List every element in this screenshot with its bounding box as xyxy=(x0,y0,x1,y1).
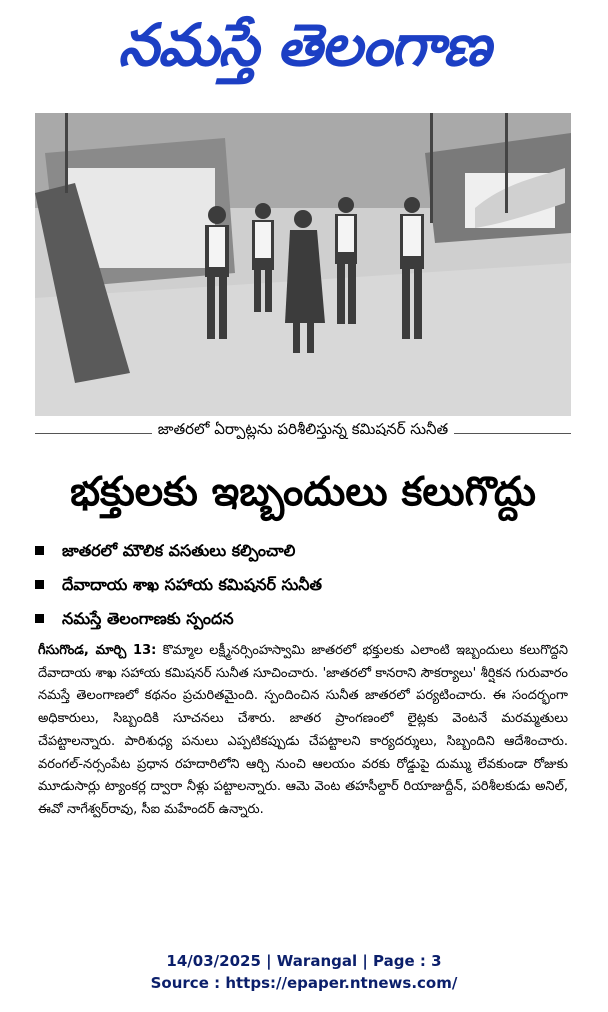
news-photo xyxy=(35,113,571,416)
highlight-item: నమస్తే తెలంగాణకు స్పందన xyxy=(35,602,571,636)
news-photo-illustration xyxy=(35,113,571,416)
square-bullet-icon xyxy=(35,614,44,623)
photo-caption xyxy=(35,418,571,450)
edition-meta: 14/03/2025 | Warangal | Page : 3 xyxy=(166,952,442,970)
highlights-list xyxy=(35,534,571,636)
square-bullet-icon xyxy=(35,546,44,555)
highlight-item: జాతరలో మౌలిక వసతులు కల్పించాలి xyxy=(35,534,571,568)
article-dateline: గీసుగొండ, మార్చి 13: xyxy=(38,643,157,658)
source-link[interactable]: Source : https://epaper.ntnews.com/ xyxy=(150,974,458,992)
photo-caption-text: జాతరలో ఏర్పాట్లను పరిశీలిస్తున్న కమిషనర్ సునీత xyxy=(152,420,454,438)
headline: భక్తులకు ఇబ్బందులు కలుగొద్దు xyxy=(70,469,536,515)
highlight-item: దేవాదాయ శాఖ సహాయ కమిషనర్ సునీత xyxy=(35,568,571,602)
article-text: కొమ్మాల లక్ష్మీనర్సింహస్వామి జాతరలో భక్తులకు ఎలాంటి ఇబ్బందులు కలుగొద్దని దేవాదాయ శాఖ సహాయ కమిషనర్ సునీత సూచించారు. 'జాతరలో కానరాని సౌకర్యాలు' శీర్షికన గురువారం నమస్తే తెలంగాణలో కథనం ప్రచురితమైంది. స్పందించిన సునీత జాతరలో పర్యటించారు. ఈ సందర్భంగా అధికారులు, సిబ్బందికి సూచనలు చేశారు. జాతర ప్రాంగణంలో లైట్లకు వెంటనే మరమ్మతులు చేపట్టాలన్నారు. పారిశుధ్య పనులు ఎప్పటికప్పుడు చేపట్టాలని కార్యదర్శులు, సిబ్బందిని ఆదేశించారు. వరంగల్-నర్సంపేట ప్రధాన రహదారిలోని ఆర్చి నుంచి ఆలయం వరకు రోడ్డుపై దుమ్ము లేవకుండా రోజుకు మూడుసార్లు ట్యాంకర్ల ద్వారా నీళ్లు పట్టాలన్నారు. ఆమె వెంట తహసీల్దార్ రియాజుద్దీన్, పరిశీలకుడు అనిల్, ఈవో నాగేశ్వర్‌రావు, సీఐ మహేందర్ ఉన్నారు. xyxy=(38,643,568,817)
square-bullet-icon xyxy=(35,580,44,589)
masthead-title: నమస్తే తెలంగాణ xyxy=(118,11,490,79)
footer xyxy=(0,950,608,994)
article-body xyxy=(38,640,568,912)
